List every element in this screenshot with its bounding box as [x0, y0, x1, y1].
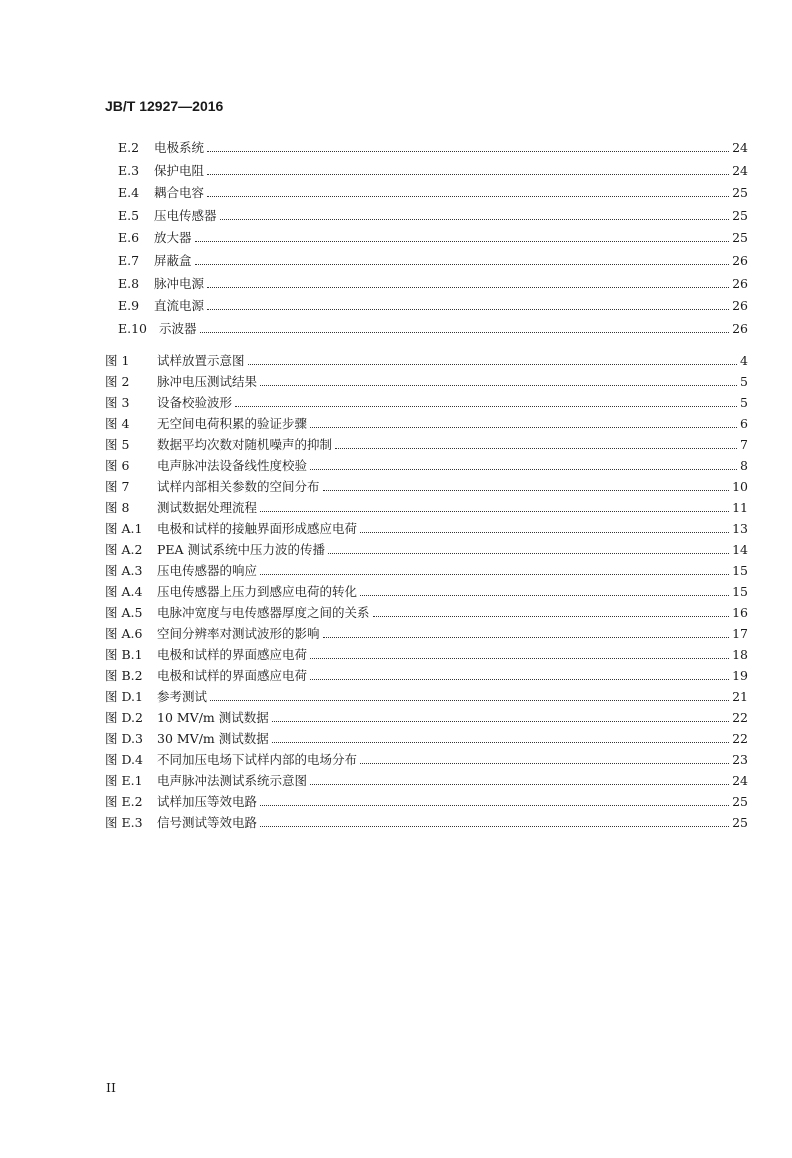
toc-entry-title: 不同加压电场下试样内部的电场分布: [157, 752, 358, 767]
toc-entry-number: 图 E.3: [105, 815, 143, 830]
dot-leader: [323, 637, 730, 638]
toc-entry-number: 图 6: [105, 458, 130, 473]
toc-entry-page: 26: [732, 253, 748, 268]
toc-figure-entry: [105, 580, 748, 600]
toc-entry-number: 图 3: [105, 395, 130, 410]
toc-entry-number: 图 B.2: [105, 668, 143, 683]
toc-entry-page: 25: [732, 815, 748, 830]
dot-leader: [323, 490, 730, 491]
toc-entry-page: 25: [732, 207, 748, 223]
toc-entry-title: 试样内部相关参数的空间分布: [157, 479, 320, 494]
dot-leader: [260, 511, 729, 512]
toc-entry-title: 压电传感器: [154, 207, 217, 223]
toc-entry-title: 试样加压等效电路: [157, 794, 258, 809]
toc-section-entry: [118, 317, 748, 337]
dot-leader: [200, 332, 730, 333]
toc-figure-entry: [105, 769, 748, 789]
toc-figure-entry: [105, 517, 748, 537]
standard-code-header: JB/T 12927—2016: [105, 98, 224, 114]
toc-section-entry: [118, 204, 748, 224]
dot-leader: [360, 532, 729, 533]
toc-figure-entry: [105, 706, 748, 726]
dot-leader: [260, 385, 737, 386]
toc-section-entry: [118, 249, 748, 269]
dot-leader: [207, 174, 729, 175]
dot-leader: [248, 364, 738, 365]
toc-entry-number: 图 A.2: [105, 542, 143, 557]
toc-entry-title: 30 MV/m 测试数据: [157, 731, 269, 746]
toc-entry-number: E.10: [118, 320, 148, 336]
toc-entry-page: 16: [732, 605, 748, 620]
toc-figure-entry: [105, 727, 748, 747]
toc-entry-page: 25: [732, 794, 748, 809]
toc-entry-title: 屏蔽盒: [154, 253, 192, 268]
toc-entry-page: 21: [732, 689, 748, 704]
dot-leader: [310, 469, 737, 470]
toc-entry-page: 24: [732, 773, 748, 788]
toc-entry-title: 电极和试样的界面感应电荷: [157, 668, 308, 683]
toc-entry-title: PEA 测试系统中压力波的传播: [157, 542, 326, 557]
toc-section-entry: [118, 226, 748, 246]
toc-entry-title: 电声脉冲法设备线性度校验: [157, 458, 308, 473]
toc-entry-number: 图 7: [105, 479, 130, 494]
dot-leader: [272, 721, 729, 722]
toc-entry-number: E.4: [118, 185, 140, 201]
toc-figure-entry: [105, 412, 748, 432]
toc-entry-page: 11: [732, 500, 748, 515]
toc-entry-number: 图 8: [105, 500, 130, 515]
dot-leader: [207, 151, 729, 152]
dot-leader: [235, 406, 737, 407]
toc-entry-number: 图 D.3: [105, 731, 143, 746]
toc-entry-title: 保护电阻: [154, 162, 205, 178]
dot-leader: [310, 679, 729, 680]
toc-entry-number: 图 B.1: [105, 647, 143, 662]
toc-entry-title: 10 MV/m 测试数据: [157, 710, 269, 725]
toc-entry-number: E.7: [118, 253, 140, 268]
toc-figure-entry: [105, 496, 748, 516]
toc-entry-page: 18: [732, 647, 748, 662]
toc-section-entry: [118, 272, 748, 292]
toc-entry-page: 5: [740, 395, 748, 410]
toc-entry-title: 参考测试: [157, 689, 208, 704]
toc-entry-page: 24: [732, 162, 748, 178]
toc-entry-number: E.5: [118, 207, 140, 223]
toc-entry-title: 电声脉冲法测试系统示意图: [157, 773, 308, 788]
dot-leader: [260, 805, 729, 806]
dot-leader: [328, 553, 729, 554]
toc-figure-entry: [105, 643, 748, 663]
toc-entry-number: 图 A.4: [105, 584, 143, 599]
toc-entry-title: 电极和试样的接触界面形成感应电荷: [157, 521, 358, 536]
toc-figure-entry: [105, 685, 748, 705]
toc-entry-title: 设备校验波形: [157, 395, 233, 410]
toc-entry-number: 图 D.2: [105, 710, 143, 725]
toc-entry-number: E.6: [118, 230, 140, 246]
dot-leader: [260, 574, 729, 575]
dot-leader: [210, 700, 729, 701]
toc-figure-entry: [105, 664, 748, 684]
dot-leader: [207, 287, 729, 288]
toc-entry-title: 电脉冲宽度与电传感器厚度之间的关系: [157, 605, 370, 620]
toc-entry-page: 8: [740, 458, 748, 473]
toc-entry-page: 10: [732, 479, 748, 494]
toc-entry-page: 6: [740, 416, 748, 431]
toc-entry-page: 22: [732, 731, 748, 746]
toc-entry-number: 图 D.1: [105, 689, 143, 704]
toc-entry-number: 图 2: [105, 374, 130, 389]
toc-entry-number: E.3: [118, 162, 140, 178]
dot-leader: [272, 742, 729, 743]
toc-entry-title: 电极系统: [154, 140, 205, 155]
toc-figure-entry: [105, 601, 748, 621]
toc-entry-page: 25: [732, 230, 748, 246]
toc-entry-page: 26: [732, 320, 748, 336]
toc-entry-number: 图 1: [105, 353, 130, 368]
toc-figure-entry: [105, 454, 748, 474]
toc-entry-number: 图 5: [105, 437, 130, 452]
toc-entry-page: 23: [732, 752, 748, 767]
toc-figure-entry: [105, 349, 748, 369]
toc-entry-title: 试样放置示意图: [157, 353, 245, 368]
toc-entry-title: 放大器: [154, 230, 192, 246]
toc-entry-number: 图 E.1: [105, 773, 143, 788]
dot-leader: [207, 309, 729, 310]
toc-entry-title: 测试数据处理流程: [157, 500, 258, 515]
toc-entry-page: 26: [732, 298, 748, 314]
toc-entry-page: 15: [732, 563, 748, 578]
dot-leader: [373, 616, 730, 617]
toc-entry-number: 图 A.5: [105, 605, 143, 620]
dot-leader: [360, 763, 729, 764]
toc-figure-entry: [105, 391, 748, 411]
toc-figure-entry: [105, 811, 748, 831]
dot-leader: [310, 427, 737, 428]
toc-entry-number: E.2: [118, 140, 140, 155]
toc-entry-page: 13: [732, 521, 748, 536]
dot-leader: [335, 448, 737, 449]
toc-entry-page: 26: [732, 275, 748, 291]
toc-entry-number: 图 A.3: [105, 563, 143, 578]
toc-entry-title: 脉冲电压测试结果: [157, 374, 258, 389]
toc-entry-page: 7: [740, 437, 748, 452]
toc-entry-page: 24: [732, 140, 748, 155]
toc-entry-number: 图 E.2: [105, 794, 143, 809]
toc-entry-title: 无空间电荷积累的验证步骤: [157, 416, 308, 431]
toc-entry-number: E.9: [118, 298, 140, 314]
toc-entry-title: 电极和试样的界面感应电荷: [157, 647, 308, 662]
dot-leader: [220, 219, 730, 220]
page-number: II: [106, 1080, 116, 1095]
dot-leader: [360, 595, 729, 596]
toc-section-entry: [118, 181, 748, 201]
toc-entry-number: E.8: [118, 275, 140, 291]
toc-entry-title: 压电传感器上压力到感应电荷的转化: [157, 584, 358, 599]
toc-figure-entry: [105, 475, 748, 495]
toc-entry-page: 5: [740, 374, 748, 389]
toc-entry-title: 示波器: [159, 320, 197, 336]
dot-leader: [310, 784, 729, 785]
dot-leader: [195, 241, 730, 242]
toc-entry-title: 信号测试等效电路: [157, 815, 258, 830]
toc-entry-number: 图 A.6: [105, 626, 143, 641]
toc-figure-entry: [105, 622, 748, 642]
toc-entry-title: 数据平均次数对随机噪声的抑制: [157, 437, 333, 452]
toc-entry-page: 17: [732, 626, 748, 641]
toc-entry-number: 图 A.1: [105, 521, 143, 536]
dot-leader: [260, 826, 729, 827]
toc-figure-entry: [105, 538, 748, 558]
toc-section-entry: [118, 294, 748, 314]
dot-leader: [195, 264, 730, 265]
toc-figure-entry: [105, 433, 748, 453]
dot-leader: [207, 196, 729, 197]
toc-entry-page: 22: [732, 710, 748, 725]
toc-section-entry: [118, 136, 748, 156]
toc-entry-page: 15: [732, 584, 748, 599]
toc-entry-page: 14: [732, 542, 748, 557]
toc-figure-entry: [105, 790, 748, 810]
toc-figure-entry: [105, 748, 748, 768]
toc-entry-number: 图 D.4: [105, 752, 143, 767]
toc-entry-title: 压电传感器的响应: [157, 563, 258, 578]
toc-figure-entry: [105, 559, 748, 579]
toc-entry-page: 19: [732, 668, 748, 683]
toc-section-entry: [118, 159, 748, 179]
toc-entry-title: 直流电源: [154, 298, 205, 314]
dot-leader: [310, 658, 729, 659]
toc-entry-page: 4: [740, 353, 748, 368]
toc-entry-title: 脉冲电源: [154, 275, 205, 291]
toc-entry-title: 空间分辨率对测试波形的影响: [157, 626, 320, 641]
toc-entry-number: 图 4: [105, 416, 130, 431]
toc-figure-entry: [105, 370, 748, 390]
toc-entry-page: 25: [732, 185, 748, 201]
toc-entry-title: 耦合电容: [154, 185, 205, 201]
